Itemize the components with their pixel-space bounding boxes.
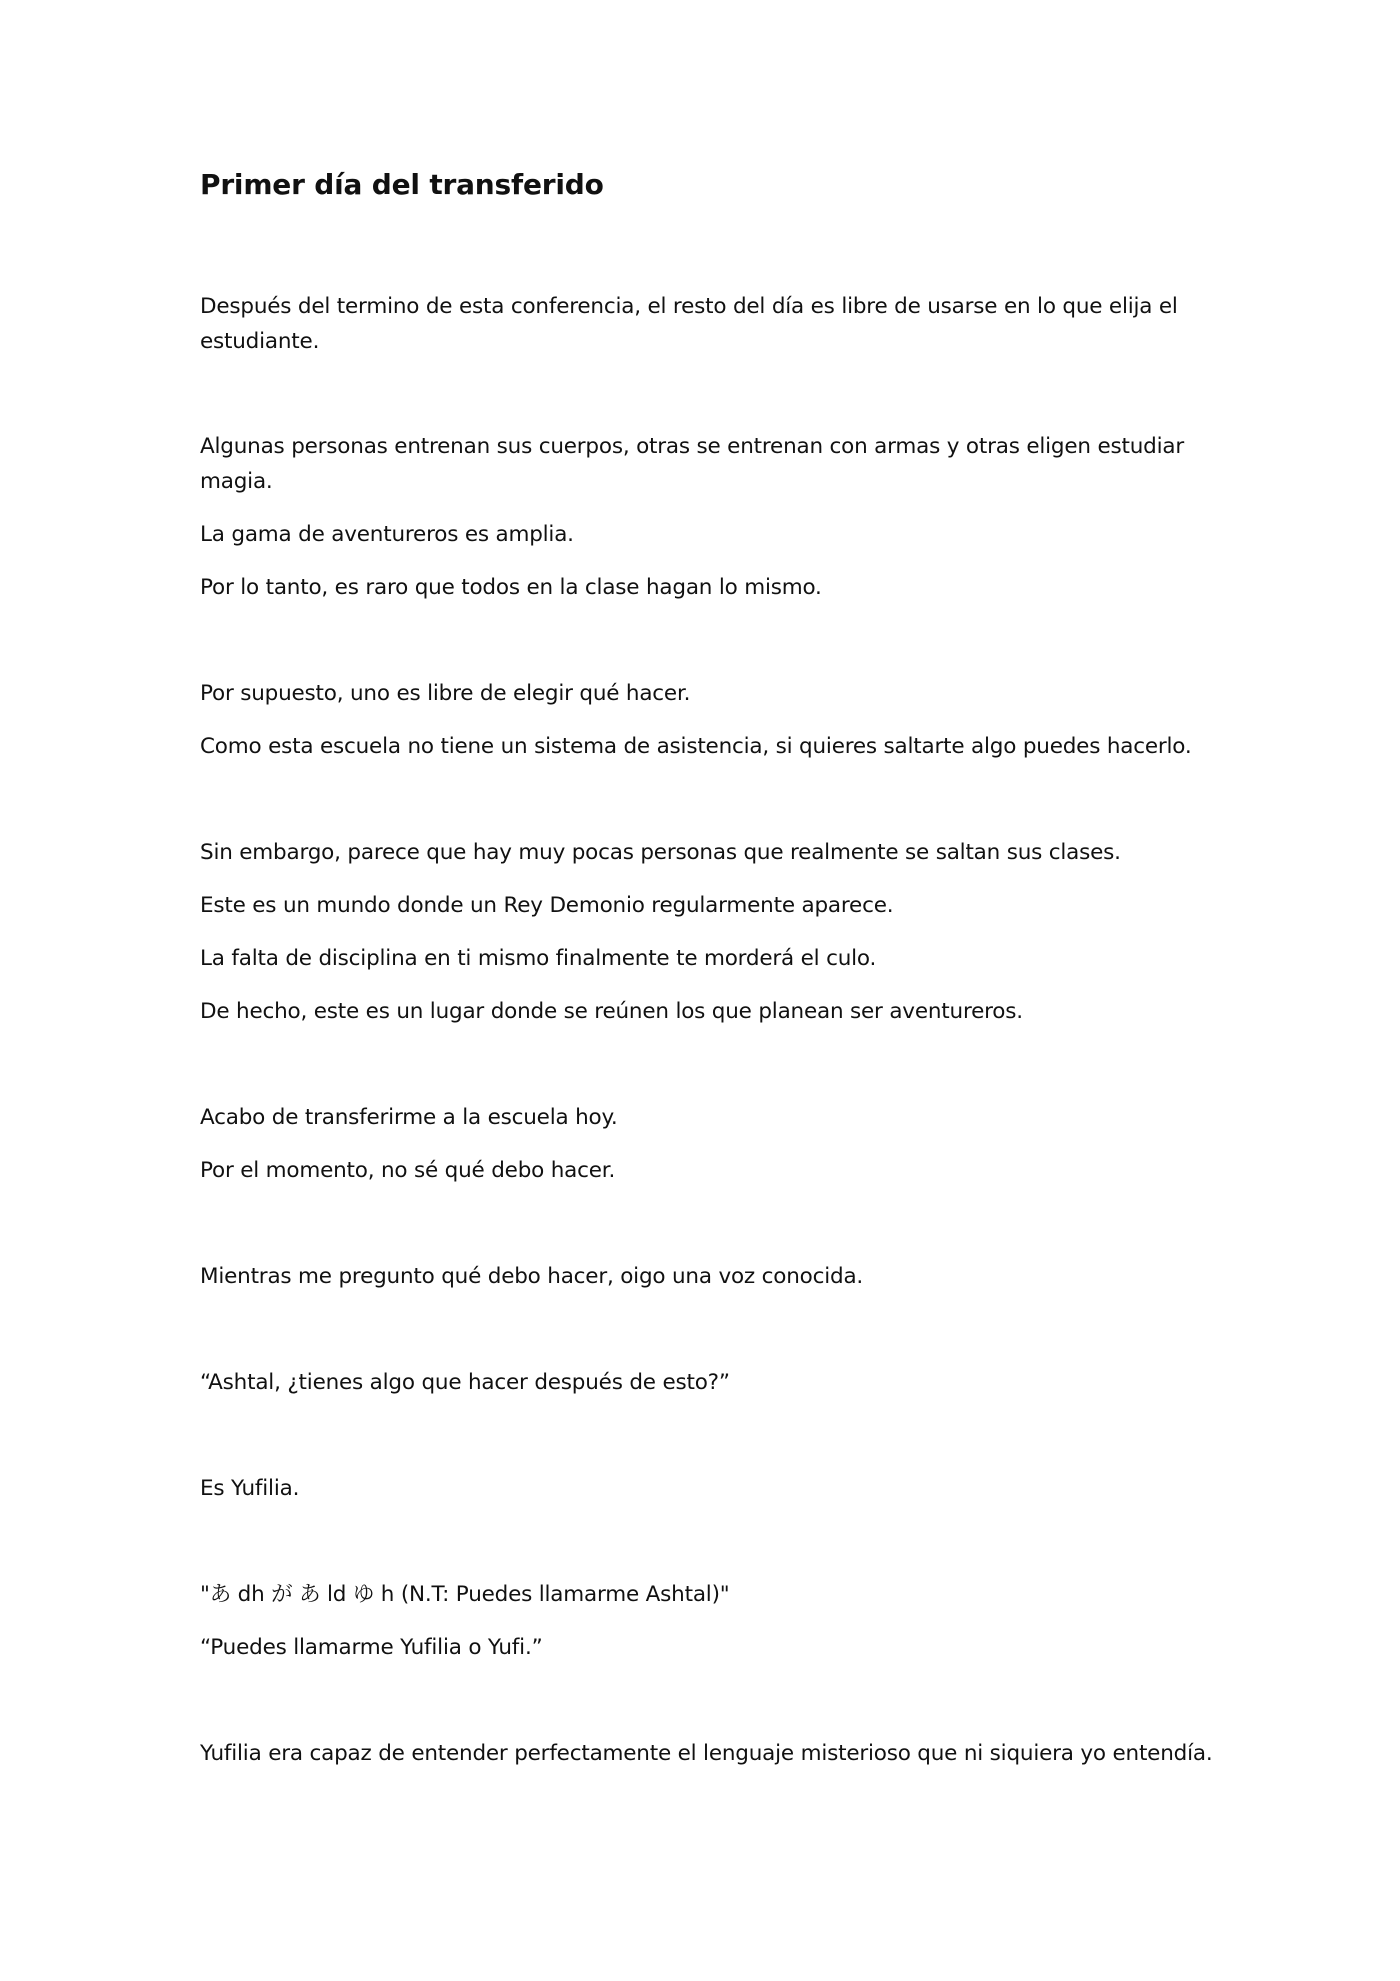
dialogue-line: “Puedes llamarme Yufilia o Yufi.” <box>200 1635 543 1660</box>
paragraph-line: estudiante. <box>200 329 320 354</box>
paragraph-line: La gama de aventureros es amplia. <box>200 522 574 547</box>
paragraph-line: Yufilia era capaz de entender perfectamente el lenguaje misterioso que ni siquiera yo entendía. <box>200 1741 1213 1766</box>
paragraph-line: Después del termino de esta conferencia, el resto del día es libre de usarse en lo que elija el <box>200 294 1178 319</box>
document-title: Primer día del transferido <box>200 168 604 201</box>
paragraph-line: Mientras me pregunto qué debo hacer, oigo una voz conocida. <box>200 1264 864 1289</box>
paragraph-line: Como esta escuela no tiene un sistema de asistencia, si quieres saltarte algo puedes hacerlo. <box>200 734 1192 759</box>
paragraph-line: Algunas personas entrenan sus cuerpos, otras se entrenan con armas y otras eligen estudiar <box>200 434 1184 459</box>
paragraph-line: De hecho, este es un lugar donde se reúnen los que planean ser aventureros. <box>200 999 1023 1024</box>
paragraph-line: La falta de disciplina en ti mismo finalmente te morderá el culo. <box>200 946 877 971</box>
paragraph-line: magia. <box>200 469 273 494</box>
paragraph-line: Por el momento, no sé qué debo hacer. <box>200 1158 616 1183</box>
paragraph-line: Sin embargo, parece que hay muy pocas personas que realmente se saltan sus clases. <box>200 840 1121 865</box>
paragraph-line: Por supuesto, uno es libre de elegir qué hacer. <box>200 681 691 706</box>
dialogue-line: "あ dh が あ ld ゆ h (N.T: Puedes llamarme Ashtal)" <box>200 1582 730 1607</box>
paragraph-line: Es Yufilia. <box>200 1476 300 1501</box>
paragraph-line: Este es un mundo donde un Rey Demonio regularmente aparece. <box>200 893 894 918</box>
paragraph-line: Acabo de transferirme a la escuela hoy. <box>200 1105 618 1130</box>
dialogue-line: “Ashtal, ¿tienes algo que hacer después de esto?” <box>200 1370 730 1395</box>
paragraph-line: Por lo tanto, es raro que todos en la clase hagan lo mismo. <box>200 575 822 600</box>
